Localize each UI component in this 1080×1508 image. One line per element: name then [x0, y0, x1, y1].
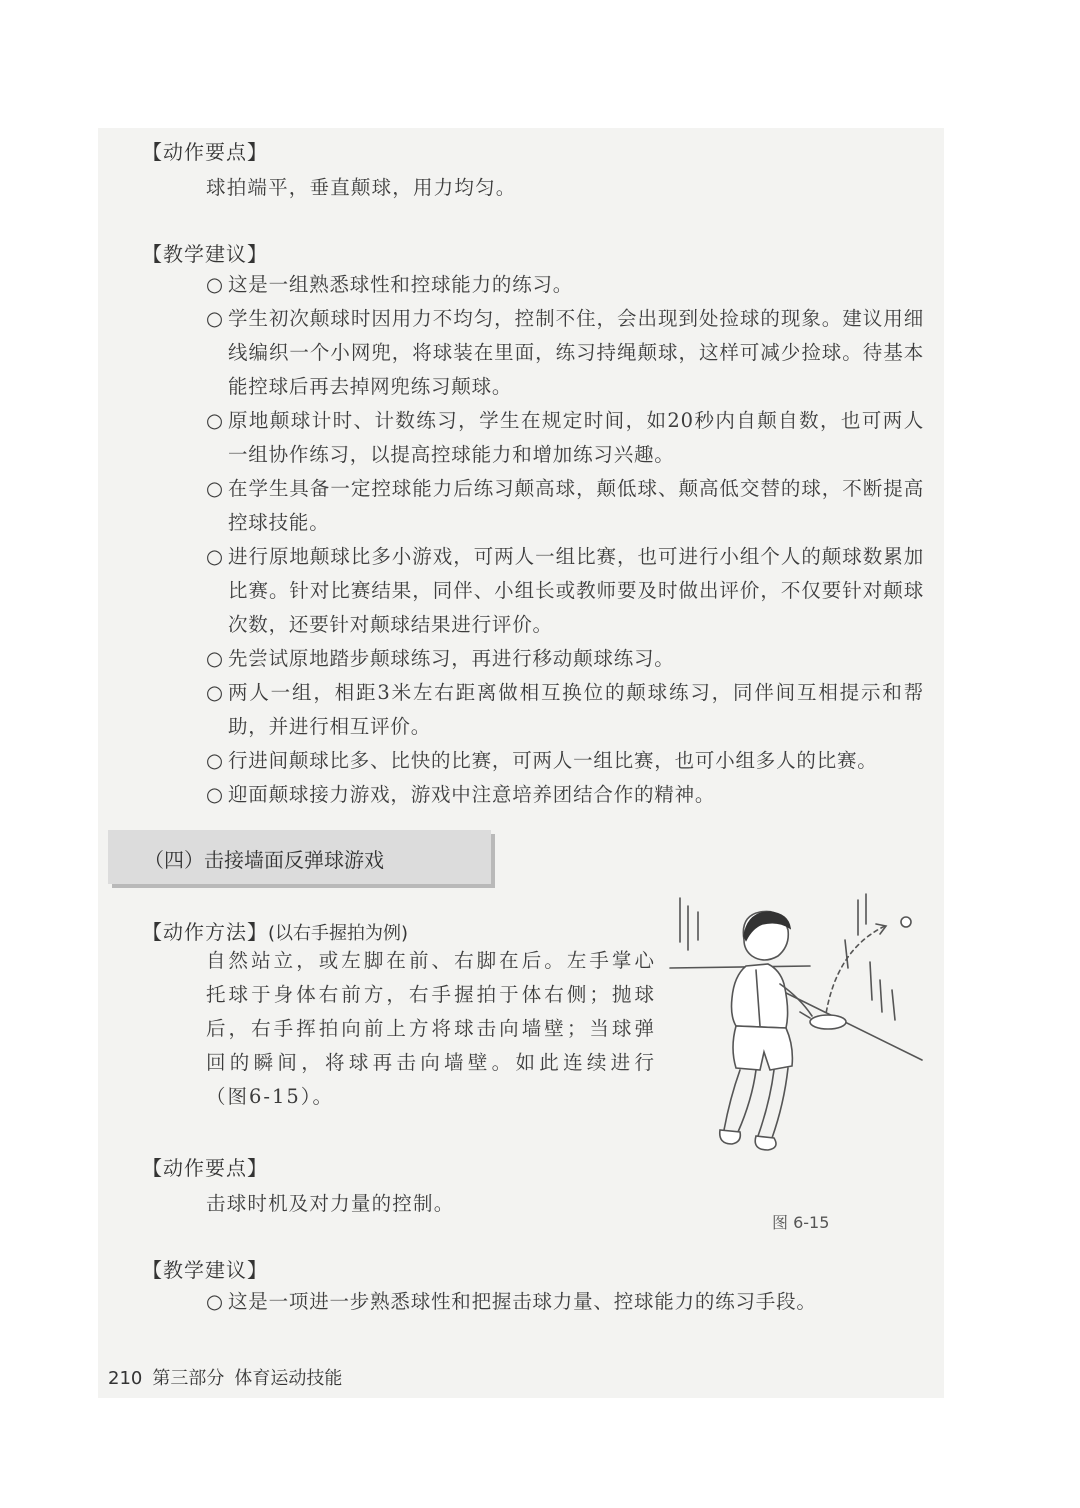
section-title: （四）击接墙面反弹球游戏 [144, 848, 384, 872]
teaching-suggestions-heading: 【教学建议】 [142, 242, 268, 266]
teaching-bullet: ○ 这是一项进一步熟悉球性和把握击球力量、控球能力的练习手段。 [206, 1285, 924, 1319]
part-label: 第三部分 [152, 1368, 225, 1389]
teaching-suggestions-heading-2: 【教学建议】 [142, 1258, 268, 1282]
method-text: 自然站立，或左脚在前、右脚在后。左手掌心托球于身体右前方，右手握拍于体右侧；抛球后，右手挥拍向前上方将球击向墙壁；当球弹回的瞬间，将球再击向墙壁。如此连续进行（图6-15）。 [206, 949, 656, 1108]
bullet-circle-icon: ○ [206, 681, 224, 704]
page-footer [108, 1364, 352, 1390]
figure-caption: 图 6-15 [772, 1213, 830, 1232]
teaching-bullet: ○ 迎面颠球接力游戏，游戏中注意培养团结合作的精神。 [206, 778, 924, 812]
page-number: 210 [108, 1368, 143, 1389]
action-points-heading: 【动作要点】 [142, 140, 268, 164]
figure-boy-hitting-ball [660, 880, 930, 1170]
bullet-circle-icon: ○ [206, 783, 224, 806]
section-title-bar [108, 830, 491, 884]
boy-with-racket-illustration [660, 880, 930, 1170]
bullet-circle-icon: ○ [206, 409, 224, 432]
action-points-text-2: 击球时机及对力量的控制。 [206, 1192, 455, 1215]
method-heading-note: (以右手握拍为例) [268, 923, 409, 944]
action-points-text: 球拍端平，垂直颠球，用力均匀。 [206, 176, 517, 199]
teaching-bullet: ○ 学生初次颠球时因用力不均匀，控制不住，会出现到处捡球的现象。建议用细线编织一个小网兜，将球装在里面，练习持绳颠球，这样可减少捡球。待基本能控球后再去掉网兜练习颠球。 [206, 302, 924, 404]
method-heading [142, 916, 408, 945]
action-points-heading-2: 【动作要点】 [142, 1156, 268, 1180]
teaching-bullet: ○ 在学生具备一定控球能力后练习颠高球，颠低球、颠高低交替的球，不断提高控球技能。 [206, 472, 924, 540]
bullet-circle-icon: ○ [206, 749, 224, 772]
teaching-bullet: ○ 原地颠球计时、计数练习，学生在规定时间，如20秒内自颠自数，也可两人一组协作练习，以提高控球能力和增加练习兴趣。 [206, 404, 924, 472]
teaching-bullet: ○ 行进间颠球比多、比快的比赛，可两人一组比赛，也可小组多人的比赛。 [206, 744, 924, 778]
bullet-circle-icon: ○ [206, 307, 224, 330]
part-title: 体育运动技能 [234, 1368, 343, 1389]
bullet-circle-icon: ○ [206, 545, 224, 568]
bullet-circle-icon: ○ [206, 477, 224, 500]
method-heading-label: 【动作方法】 [142, 920, 268, 944]
bullet-circle-icon: ○ [206, 1290, 224, 1313]
teaching-bullet: ○ 先尝试原地踏步颠球练习，再进行移动颠球练习。 [206, 642, 924, 676]
teaching-bullet: ○ 两人一组，相距3米左右距离做相互换位的颠球练习，同伴间互相提示和帮助，并进行相互评价。 [206, 676, 924, 744]
bullet-circle-icon: ○ [206, 273, 224, 296]
teaching-bullet: ○ 这是一组熟悉球性和控球能力的练习。 [206, 268, 924, 302]
teaching-bullet: ○ 进行原地颠球比多小游戏，可两人一组比赛，也可进行小组个人的颠球数累加比赛。针对比赛结果，同伴、小组长或教师要及时做出评价，不仅要针对颠球次数，还要针对颠球结果进行评价。 [206, 540, 924, 642]
bullet-circle-icon: ○ [206, 647, 224, 670]
